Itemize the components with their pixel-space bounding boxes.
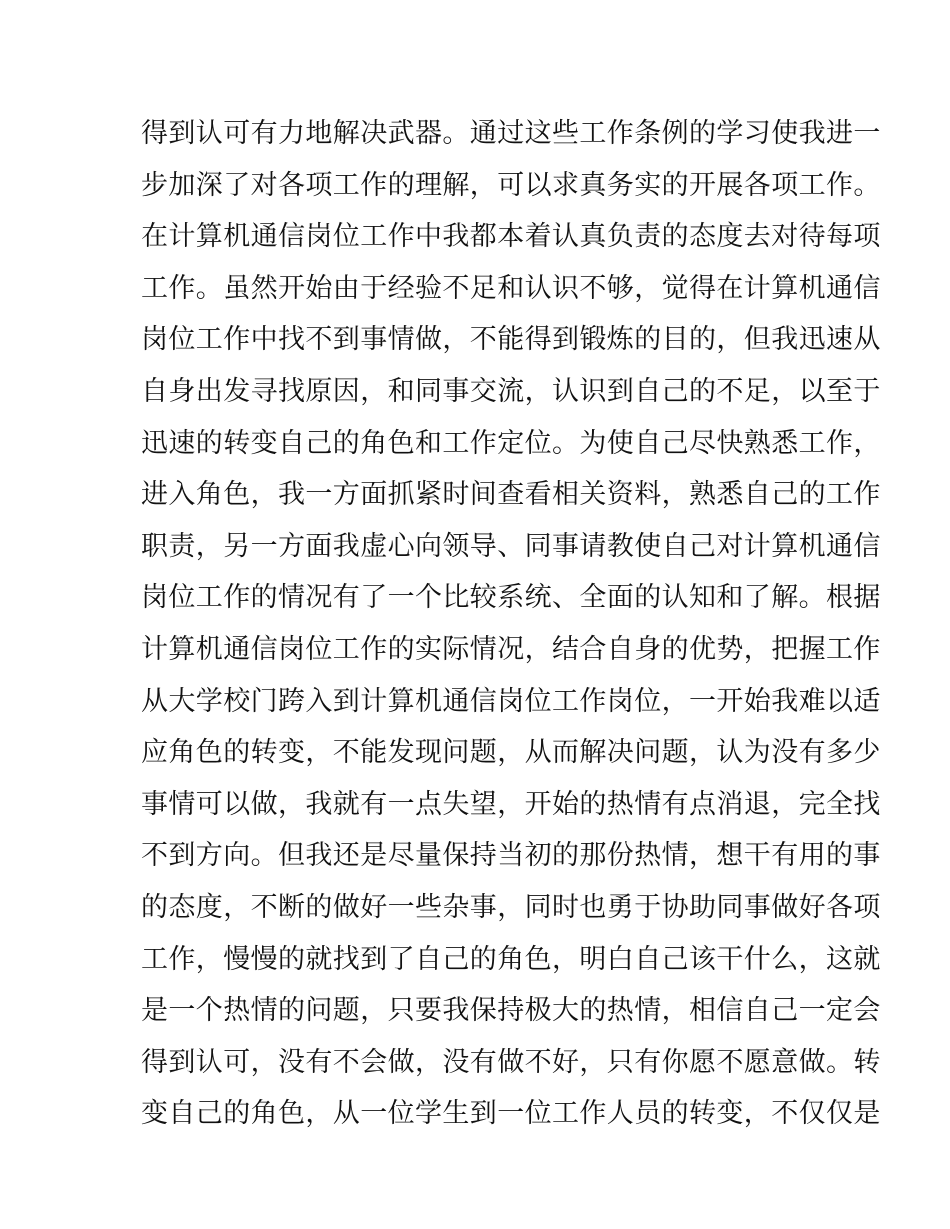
text-line: 的态度，不断的做好一些杂事，同时也勇于协助同事做好各项 [141,891,881,923]
text-line: 迅速的转变自己的角色和工作定位。为使自己尽快熟悉工作， [141,427,881,459]
text-line: 步加深了对各项工作的理解，可以求真务实的开展各项工作。 [141,169,881,201]
text-line: 职责，另一方面我虚心向领导、同事请教使自己对计算机通信 [141,530,881,562]
text-line: 岗位工作的情况有了一个比较系统、全面的认知和了解。根据 [141,582,881,614]
text-line: 应角色的转变，不能发现问题，从而解决问题，认为没有多少 [141,737,881,769]
text-line: 得到认可有力地解决武器。通过这些工作条例的学习使我进一 [141,118,881,149]
text-line: 自身出发寻找原因，和同事交流，认识到自己的不足，以至于 [141,375,881,407]
text-line: 从大学校门跨入到计算机通信岗位工作岗位，一开始我难以适 [141,685,881,717]
body-text [141,108,881,1140]
text-line: 是一个热情的问题，只要我保持极大的热情，相信自己一定会 [141,995,881,1027]
text-line: 工作。虽然开始由于经验不足和认识不够，觉得在计算机通信 [141,272,881,304]
text-line: 岗位工作中找不到事情做，不能得到锻炼的目的，但我迅速从 [141,324,881,356]
text-line: 得到认可，没有不会做，没有做不好，只有你愿不愿意做。转 [141,1046,881,1078]
text-line: 计算机通信岗位工作的实际情况，结合自身的优势，把握工作 [141,633,881,665]
text-line: 在计算机通信岗位工作中我都本着认真负责的态度去对待每项 [141,221,881,253]
text-line: 事情可以做，我就有一点失望，开始的热情有点消退，完全找 [141,788,881,820]
text-line: 工作，慢慢的就找到了自己的角色，明白自己该干什么，这就 [141,943,881,975]
text-line: 不到方向。但我还是尽量保持当初的那份热情，想干有用的事 [141,840,881,872]
text-line: 进入角色，我一方面抓紧时间查看相关资料，熟悉自己的工作 [141,479,881,511]
text-line: 变自己的角色，从一位学生到一位工作人员的转变，不仅仅是 [141,1098,881,1130]
